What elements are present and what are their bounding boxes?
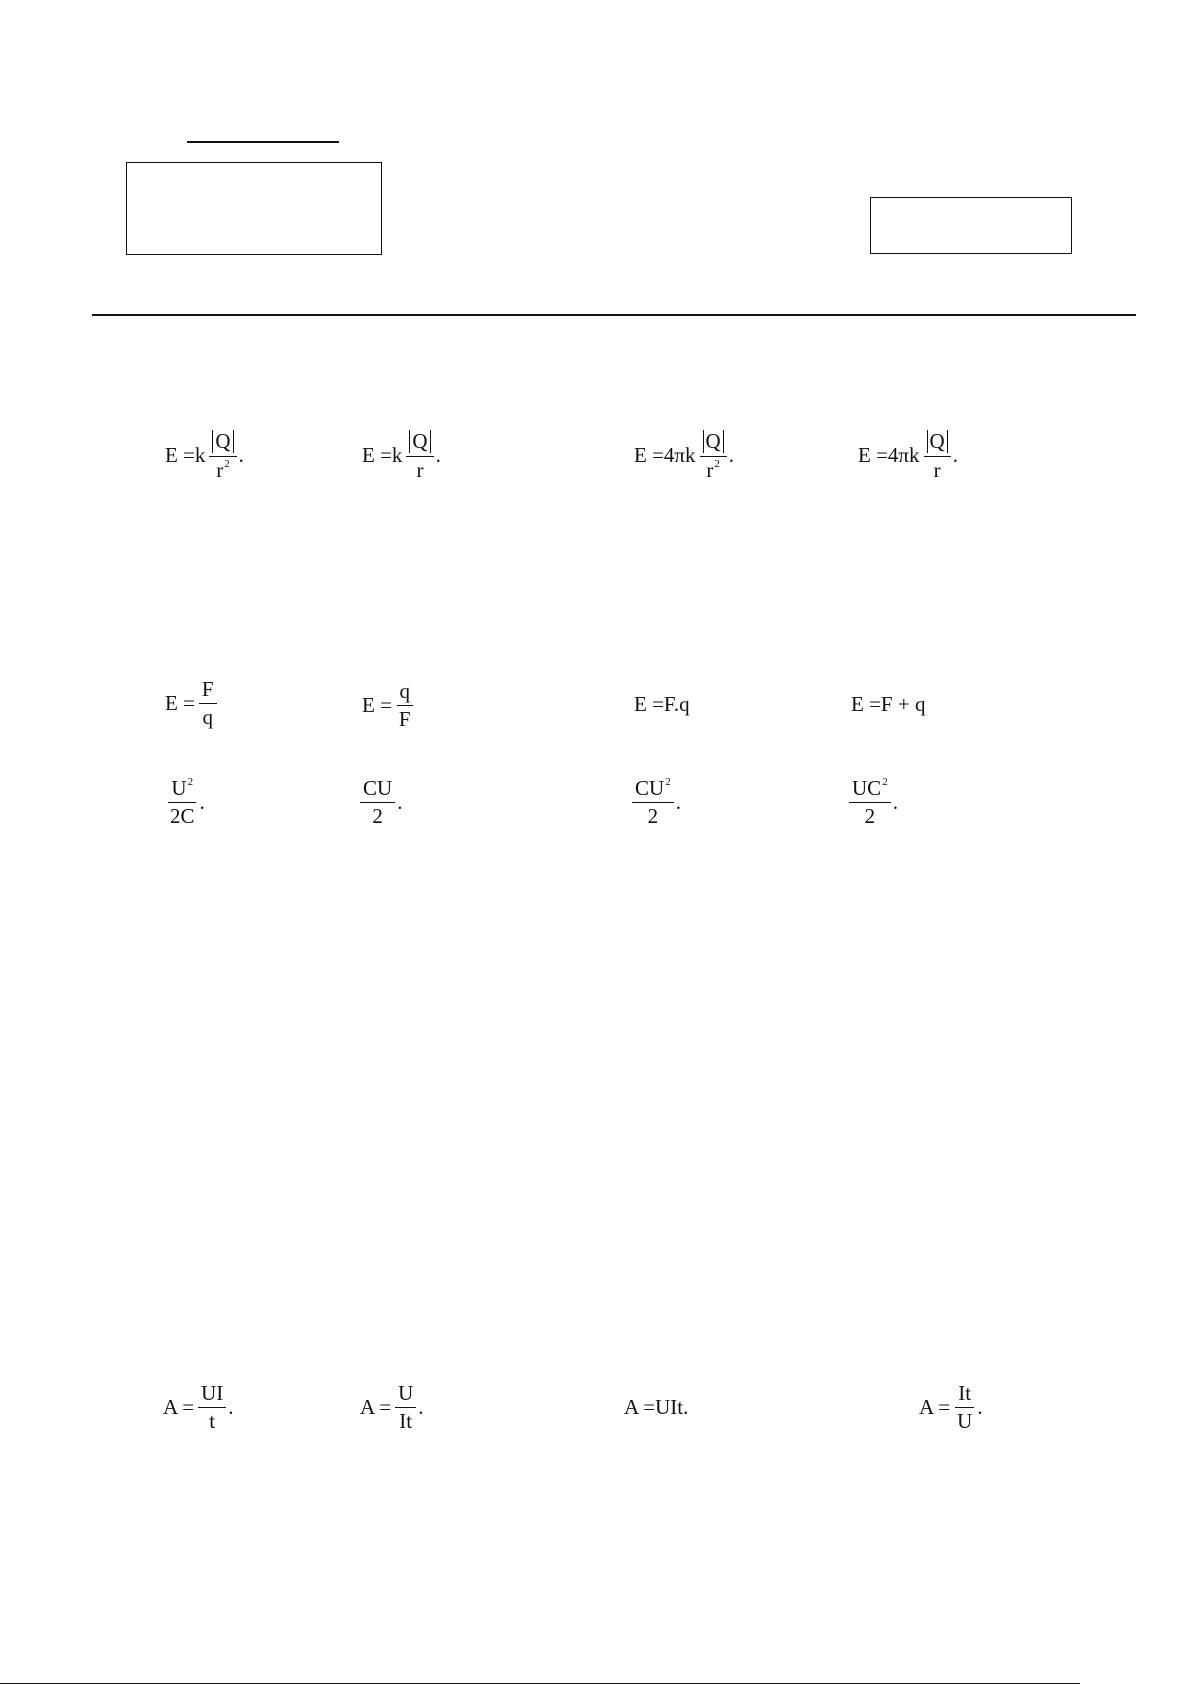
numerator: It <box>955 1383 974 1408</box>
option-q2-b <box>362 681 416 730</box>
option-q3-a <box>165 778 205 827</box>
formula-suffix: . <box>977 1395 983 1419</box>
denominator: r <box>416 458 424 483</box>
fraction <box>198 1383 226 1432</box>
abs-numerator: Q <box>212 430 233 453</box>
formula-text: E =F.q <box>634 692 690 716</box>
formula-prefix: A = <box>360 1395 392 1419</box>
fraction <box>396 681 414 730</box>
denominator: F <box>398 707 411 731</box>
formula-prefix: A = <box>163 1395 195 1419</box>
numerator: CU <box>360 778 395 803</box>
formula-prefix: E = <box>362 693 392 717</box>
option-q1-a <box>165 430 244 481</box>
fraction <box>395 1383 416 1432</box>
header-divider <box>92 314 1136 316</box>
option-q4-b <box>360 1383 424 1432</box>
fraction <box>199 679 217 728</box>
option-q3-b <box>358 778 402 827</box>
numerator: UC <box>852 776 882 800</box>
fraction <box>700 430 727 481</box>
option-q3-c <box>630 778 681 827</box>
denominator: r <box>933 458 941 483</box>
denominator: 2C <box>170 804 195 828</box>
numerator: q <box>397 681 414 706</box>
formula-suffix: . <box>238 443 244 468</box>
numerator-exponent: 2 <box>882 776 888 788</box>
numerator: F <box>199 679 217 704</box>
formula-suffix: . <box>952 443 958 468</box>
numerator: U <box>171 776 187 800</box>
numerator: U <box>395 1383 416 1408</box>
option-q2-a <box>165 679 219 728</box>
denominator: 2 <box>372 804 383 828</box>
denominator: 2 <box>864 804 876 828</box>
denominator: 2 <box>647 804 659 828</box>
formula-suffix: . <box>435 443 441 468</box>
denominator: It <box>399 1409 413 1433</box>
formula-suffix: . <box>397 790 403 814</box>
option-q2-c <box>634 694 690 715</box>
denominator: r <box>706 458 714 483</box>
option-q1-d <box>858 430 958 481</box>
formula-text: E =F + q <box>851 692 926 716</box>
fraction <box>632 778 674 827</box>
fraction <box>924 430 951 481</box>
option-q1-b <box>362 430 441 481</box>
formula-suffix: . <box>228 1395 234 1419</box>
abs-numerator: Q <box>703 430 724 453</box>
formula-suffix: . <box>199 790 205 814</box>
option-q4-a <box>163 1383 234 1432</box>
footer-rule <box>0 1683 1080 1684</box>
fraction <box>360 778 395 827</box>
denominator-exponent: 2 <box>224 458 230 471</box>
denominator: t <box>209 1409 216 1433</box>
header-left-box <box>126 162 382 255</box>
denominator-exponent: 2 <box>714 458 720 471</box>
formula-prefix: E =k <box>165 443 206 468</box>
formula-prefix: A = <box>919 1395 951 1419</box>
formula-prefix: E =k <box>362 443 403 468</box>
option-q3-d <box>847 778 898 827</box>
fraction <box>954 1383 975 1432</box>
option-q2-d <box>851 694 925 715</box>
header-underline <box>187 141 339 143</box>
formula-prefix: E = <box>165 691 195 715</box>
denominator: q <box>202 705 214 729</box>
numerator: UI <box>198 1383 226 1408</box>
header-right-box <box>870 197 1072 254</box>
formula-text: A =UIt. <box>624 1395 689 1419</box>
formula-prefix: E =4πk <box>634 443 696 468</box>
formula-suffix: . <box>728 443 734 468</box>
numerator-exponent: 2 <box>665 776 671 788</box>
fraction <box>849 778 891 827</box>
fraction <box>209 430 236 481</box>
formula-suffix: . <box>418 1395 424 1419</box>
abs-numerator: Q <box>409 430 430 453</box>
formula-suffix: . <box>675 790 681 814</box>
option-q4-c <box>624 1397 688 1418</box>
formula-prefix: E =4πk <box>858 443 920 468</box>
denominator: U <box>957 1409 973 1433</box>
numerator: CU <box>635 776 665 800</box>
fraction <box>406 430 433 481</box>
option-q4-d <box>919 1383 983 1432</box>
formula-suffix: . <box>892 790 898 814</box>
denominator: r <box>216 458 224 483</box>
fraction <box>167 778 198 827</box>
option-q1-c <box>634 430 734 481</box>
abs-numerator: Q <box>927 430 948 453</box>
numerator-exponent: 2 <box>187 776 194 788</box>
